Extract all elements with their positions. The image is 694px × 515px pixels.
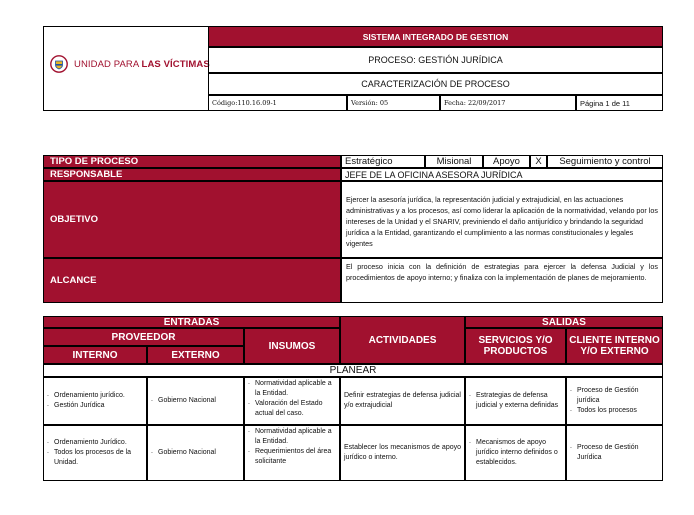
activity-text: Definir estrategias de defensa judicial y/o extrajudicial [344,392,461,409]
scope-text: El proceso inicia con la definición de estrategias para ejercer la defensa Judicial y los procedimientos de apoyo interno; y finaliza con la implementación de planes de mejoramiento. [341,258,663,303]
list-item: . Estrategias de defensa judicial y externa definidas [466,391,565,411]
table-row-2-client [566,425,663,481]
activities-header: ACTIVIDADES [340,316,465,364]
type-monitoring: Seguimiento y control [547,155,663,168]
doc-page: Página 1 de 11 [576,95,663,111]
responsible-value: JEFE DE LA OFICINA ASESORA JURÍDICA [341,168,663,181]
table-row-1-internal [43,377,147,425]
characterization-title: CARACTERIZACIÓN DE PROCESO [208,73,663,95]
list-item: . Ordenamiento jurídico. [44,391,146,401]
internal-header: INTERNO [43,346,147,364]
type-missional: Misional [425,155,483,168]
process-type-label: TIPO DE PROCESO [43,155,341,168]
table-row-2-supplies [244,425,340,481]
table-row-1-external [147,377,244,425]
table-row-1-services [465,377,566,425]
table-row-1-activity [340,377,465,425]
list-item: . Requerimientos del área solicitante [245,447,339,467]
doc-date: Fecha: 22/09/2017 [440,95,576,111]
list-item: . Ordenamiento Jurídico. [44,438,146,448]
type-support: Apoyo [483,155,530,168]
table-row-2-internal [43,425,147,481]
list-item: . Gobierno Nacional [148,396,243,406]
inputs-header: ENTRADAS [43,316,340,328]
process-name: PROCESO: GESTIÓN JURÍDICA [208,47,663,73]
logo [50,55,210,73]
list-item: . Normatividad aplicable a la Entidad. [245,427,339,447]
list-item: . Todos los procesos de la Unidad. [44,448,146,468]
client-header: CLIENTE INTERNO Y/O EXTERNO [566,328,663,364]
doc-code: Código:110.16.09-1 [208,95,347,111]
list-item: . Gestión Jurídica [44,401,146,411]
doc-version: Versión: 05 [347,95,440,111]
provider-header: PROVEEDOR [43,328,244,346]
coat-of-arms-icon [50,55,68,73]
list-item: . Proceso de Gestión Jurídica [567,443,662,463]
table-row-1-client [566,377,663,425]
list-item: . Mecanismos de apoyo jurídico interno definidos o establecidos. [466,438,565,468]
table-row-2-activity [340,425,465,481]
supplies-header: INSUMOS [244,328,340,364]
objective-label: OBJETIVO [43,181,341,258]
list-item: . Valoración del Estado actual del caso. [245,399,339,419]
table-row-1-supplies [244,377,340,425]
table-row-2-external [147,425,244,481]
services-header: SERVICIOS Y/O PRODUCTOS [465,328,566,364]
phase-plan: PLANEAR [43,364,663,377]
list-item: . Todos los procesos [567,406,662,416]
objective-text: Ejercer la asesoría jurídica, la representación judicial y extrajudicial, en las actuaciones administrativas y a los procesos, así como liderar la aplicación de la normatividad, velando por los intereses de la Unidad y el SNARIV, previniendo el daño antijurídico y brindando la seguridad jurídica a la Entidad, garantizando el cumplimiento a las normas constitucionales y legales vigentes [341,181,663,258]
list-item: . Gobierno Nacional [148,448,243,458]
type-selected-mark: X [530,155,547,168]
list-item: . Proceso de Gestión jurídica [567,386,662,406]
logo-text-plain: UNIDAD PARA [74,58,142,70]
system-title: SISTEMA INTEGRADO DE GESTION [208,26,663,47]
external-header: EXTERNO [147,346,244,364]
outputs-header: SALIDAS [465,316,663,328]
list-item: . Normatividad aplicable a la Entidad. [245,379,339,399]
type-strategic: Estratégico [341,155,425,168]
table-row-2-services [465,425,566,481]
scope-label: ALCANCE [43,258,341,303]
logo-text-bold: LAS VÍCTIMAS [141,58,210,70]
activity-text: Establecer los mecanismos de apoyo jurídico o interno. [344,444,461,461]
responsible-label: RESPONSABLE [43,168,341,181]
logo-cell [43,26,209,111]
